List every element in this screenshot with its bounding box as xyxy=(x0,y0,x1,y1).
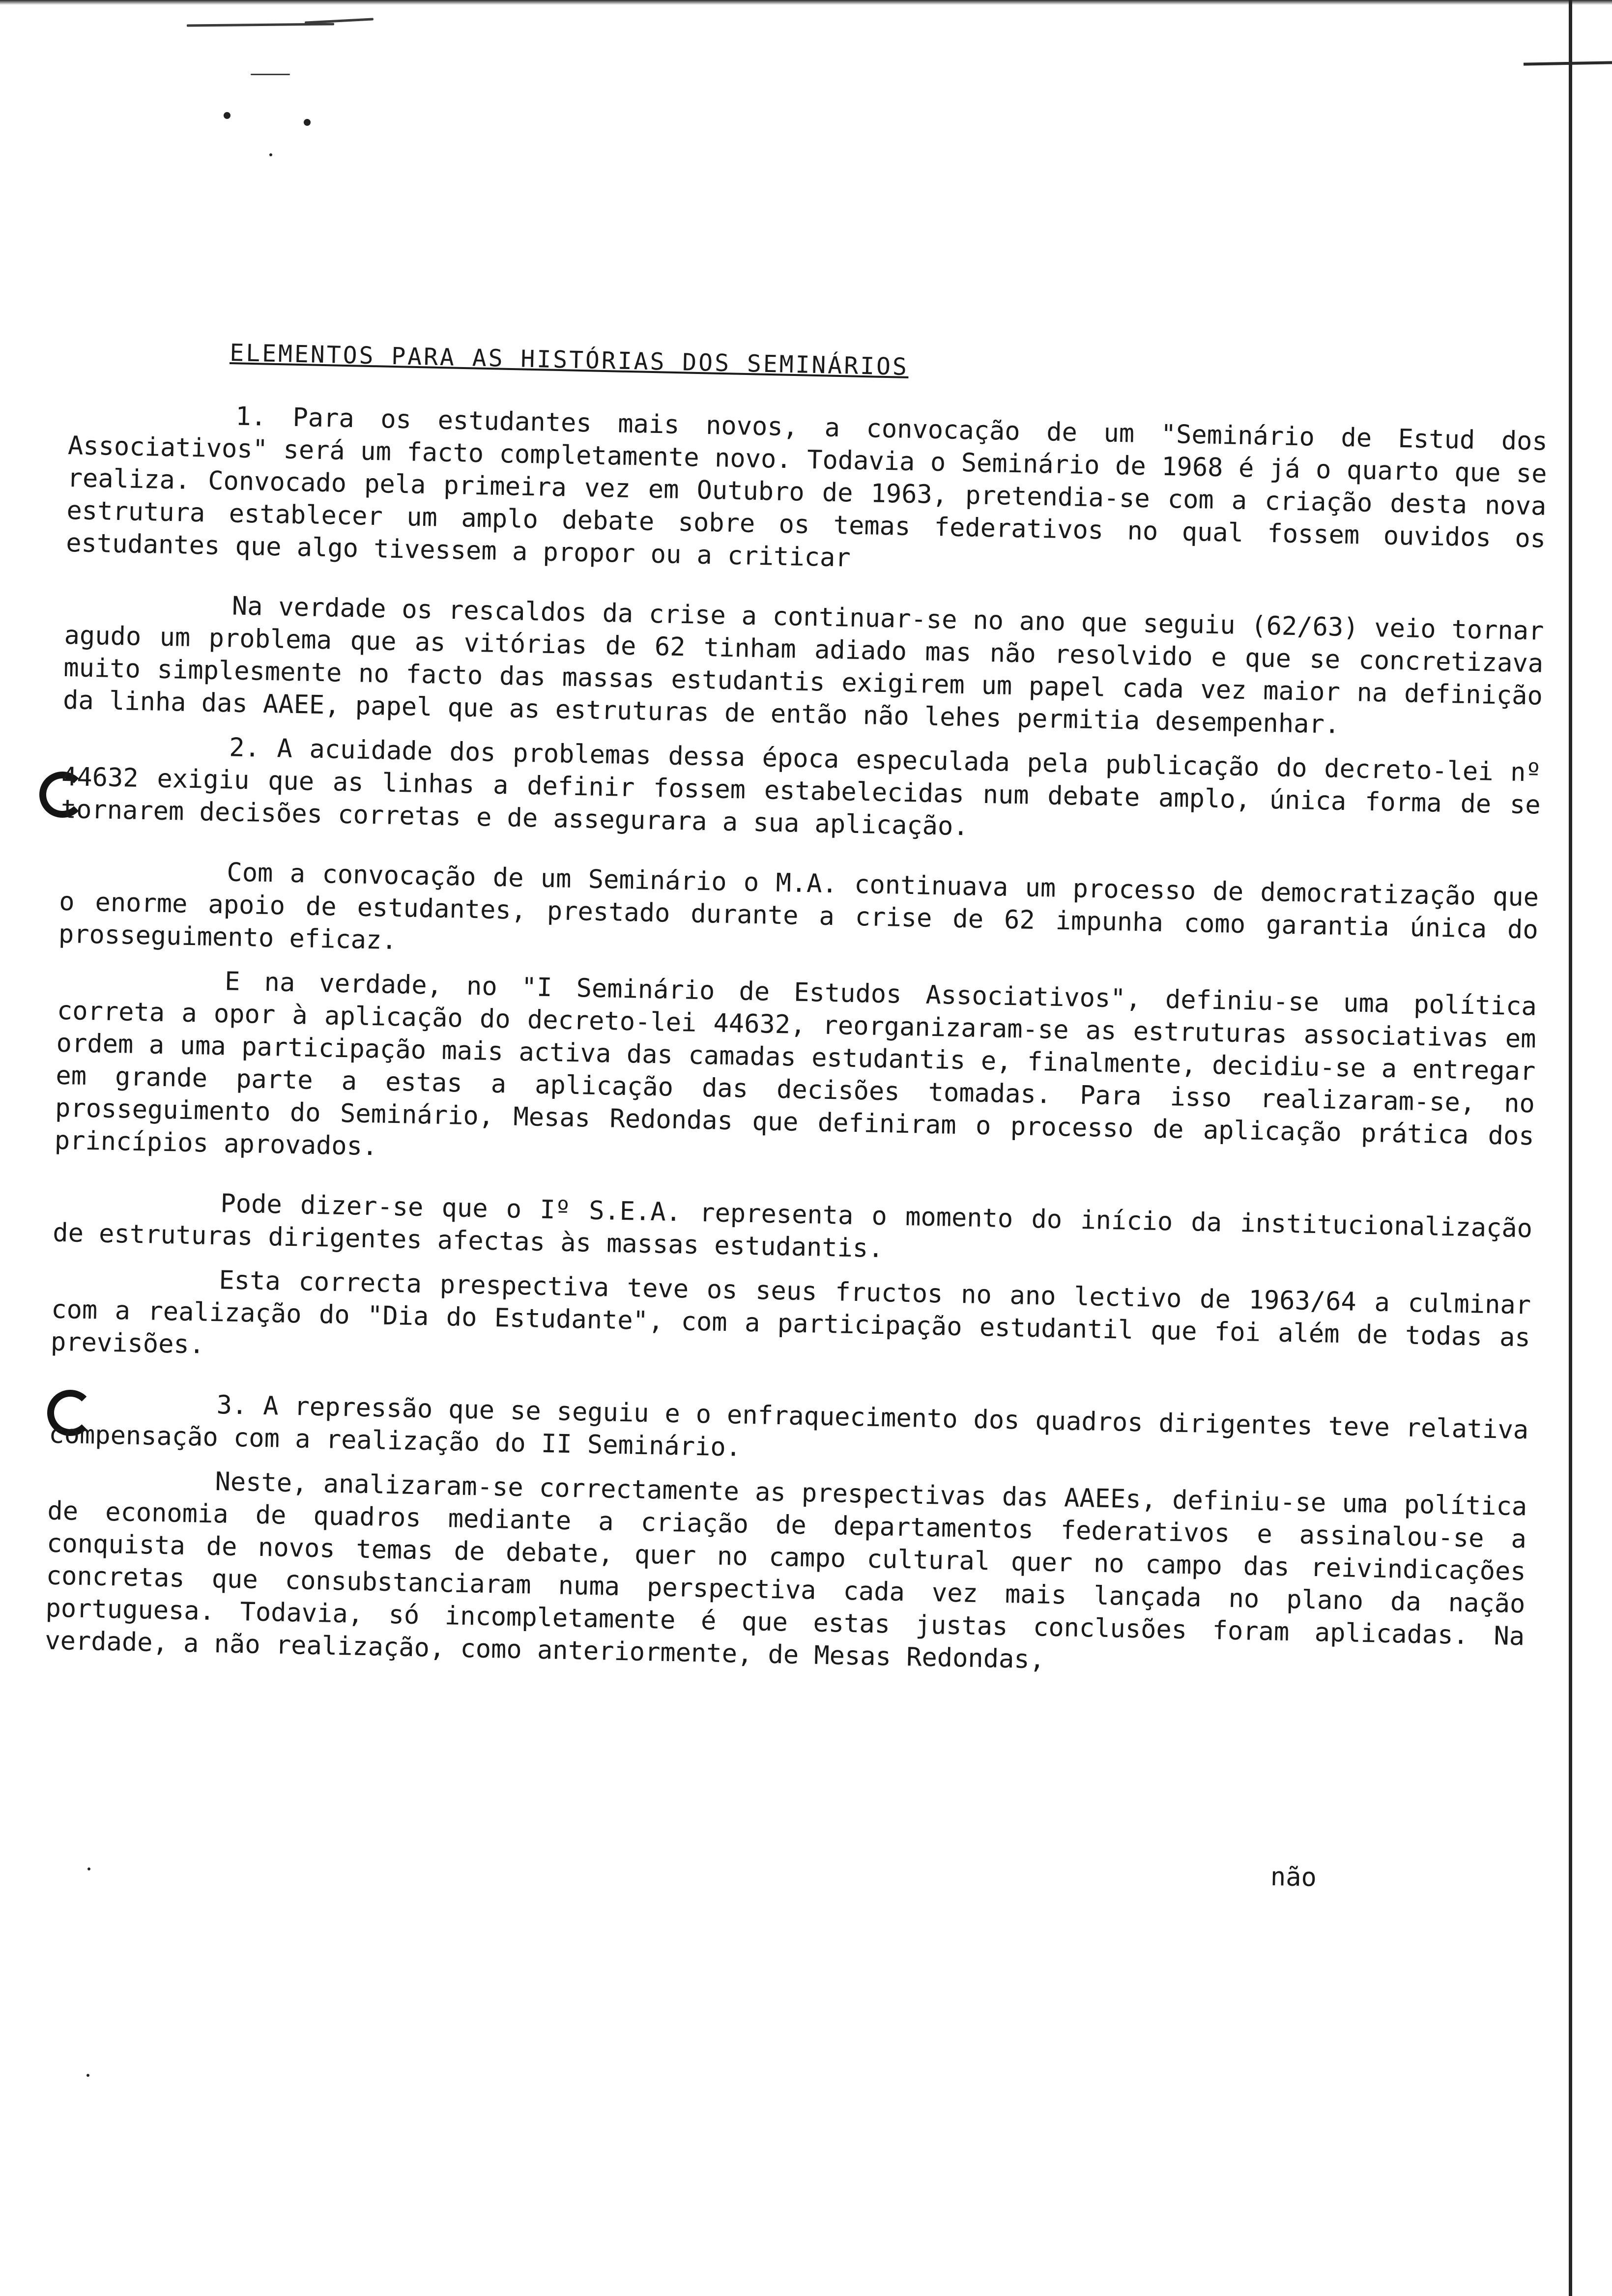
scan-mark xyxy=(305,18,374,24)
paragraph-8: 3. A repressão que se seguiu e o enfraquecimento dos quadros dirigentes teve relativa compensação com a realização do II Seminário. xyxy=(48,1390,1529,1463)
paragraph-4: Com a convocação de um Seminário o M.A. continuava um processo de democratização que o enorme apoio de estudantes, prestado durante a crise de 62 impunha como garantia única do prosseguimento eficaz. xyxy=(58,858,1539,956)
paragraph-7: Esta correcta prespectiva teve os seus fructos no ano lectivo de 1963/64 a culminar com a realização do "Dia do Estudante", com a participação estudantil que foi além de todas as previsões. xyxy=(50,1265,1531,1360)
paragraph-9: Neste, analizaram-se correctamente as prespectivas das AAEEs, definiu-se uma política de economia de quadros mediante a criação de departamentos federativos e assinalou-se a conquista de novos temas de debate, quer no campo cultural quer no campo das reivindicações concretas que consubstanciaram numa perspectiva cada vez mais lançada no plano da nação portuguesa. Todavia, só incompletamente é que estas justas conclusões foram aplicadas. Na verdade, a não realização, como anteriormente, de Mesas Redondas, xyxy=(44,1467,1527,1675)
paragraph-1: 1. Para os estudantes mais novos, a convocação de um "Seminário de Estud dos Associativos" será um facto completamente novo. Todavia o Seminário de 1968 é já o quarto que se realiza. Convocado pela primeira vez em Outubro de 1963, pretendia-se com a criação desta nova estrutura establecer um amplo debate sobre os temas federativos no qual fossem ouvidos os estudantes que algo tivessem a propor ou a criticar xyxy=(65,402,1548,573)
scan-mark xyxy=(304,119,311,126)
paragraph-3: 2. A acuidade dos problemas dessa época especulada pela publicação do decreto-lei nº 44632 exigiu que as linhas a definir fossem estabelecidas num debate amplo, única forma de se tornarem decisões corretas e de assegurara a sua aplicação. xyxy=(60,733,1542,842)
scan-edge-top xyxy=(0,0,1612,5)
paragraph-2: Na verdade os rescaldos da crise a continuar-se no ano que seguiu (62/63) veio tornar agudo um problema que as vitórias de 62 tinham adiado mas não resolvido e que se concretizava muito simplesmente no facto das massas estudantis exigirem um papel cada vez maior na definição da linha das AAEE, papel que as estruturas de então não lehes permitia desempenhar. xyxy=(62,591,1544,740)
scan-mark xyxy=(224,112,230,119)
scan-mark xyxy=(1524,61,1612,65)
scan-mark xyxy=(269,153,272,156)
scan-edge-right xyxy=(1569,0,1572,2296)
scan-mark xyxy=(86,2074,89,2077)
paragraph-5: E na verdade, no "I Seminário de Estudos Associativos", definiu-se uma política correta a opor à aplicação do decreto-lei 44632, reorganizaram-se as estruturas associativas em ordem a uma participação mais activa das camadas estudantis e, finalmente, decidiu-se a entregar em grande parte a estas a aplicação das decisões tomadas. Para isso realizaram-se, no prosseguimento do Seminário, Mesas Redondas que definiram o processo de aplicação prática dos princípios aprovados. xyxy=(54,967,1537,1162)
document-body xyxy=(44,397,1548,1697)
paragraph-6: Pode dizer-se que o Iº S.E.A. representa o momento do início da institucionalização de estruturas dirigentes afectas às massas estudantis. xyxy=(52,1189,1533,1264)
scan-mark xyxy=(87,1867,90,1870)
document-title: ELEMENTOS PARA AS HISTÓRIAS DOS SEMINÁRIOS xyxy=(229,339,909,381)
trailing-word: não xyxy=(1270,1862,1317,1893)
scan-mark xyxy=(251,74,290,75)
